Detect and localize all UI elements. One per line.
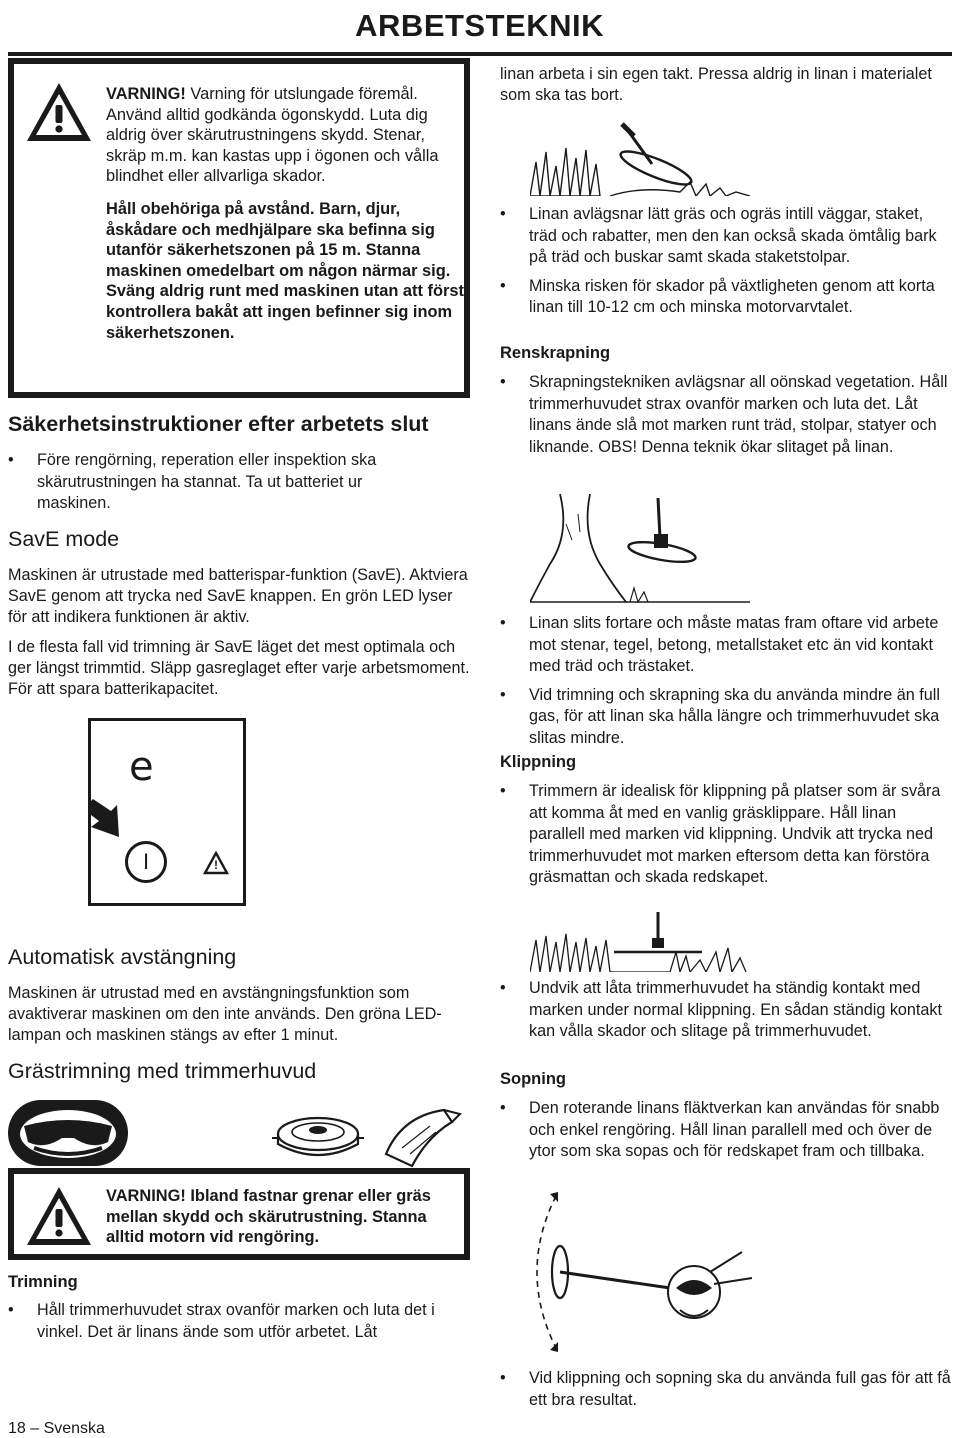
continued-text xyxy=(500,64,952,106)
small-warning-symbol: ! xyxy=(214,858,218,872)
sweeping-illustration xyxy=(520,1192,780,1352)
safety-after-list xyxy=(8,450,438,515)
warning-triangle-icon xyxy=(24,80,94,144)
save-mode-text xyxy=(8,565,473,700)
page-number: 18 – Svenska xyxy=(8,1420,105,1437)
contact-tips-list xyxy=(500,978,952,1043)
sopning-list xyxy=(500,1098,952,1163)
trimmer-guard-icon xyxy=(382,1106,464,1170)
renskrapning-list xyxy=(500,372,952,458)
warning-box-2 xyxy=(8,1168,470,1260)
continued-paragraph: linan arbeta i sin egen takt. Pressa aldrig in linan i materialet som ska tas bort. xyxy=(500,65,932,105)
trimming-illustration-1 xyxy=(530,122,780,196)
auto-off-p1: Maskinen är utrustad med en avstängningsfunktion som avaktiverar maskinen om den inte används. Den gröna LED-lampan och maskinen stängs av efter 1 minut. xyxy=(8,984,442,1045)
list-item: • Trimmern är idealisk för klippning på platser som är svåra att komma åt med en vanlig gräsklippare. Håll linan parallell med marken vid klippning. Undvik att trycka ned trimmerhuvudet mot marken eftersom detta kan förstöra gräsmattan och skada redskapet. xyxy=(500,781,952,889)
wear-tips-list xyxy=(500,613,952,749)
save-mode-heading: SavE mode xyxy=(8,527,120,551)
klippning-list xyxy=(500,781,952,889)
list-item: • Den roterande linans fläktverkan kan användas för snabb och enkel rengöring. Håll linan parallell med och över de ytor som ska sopas och för redskapet fram och tillbaka. xyxy=(500,1098,952,1163)
list-item: • Vid klippning och sopning ska du använda full gas för att få ett bra resultat. xyxy=(500,1368,952,1411)
trimning-list xyxy=(8,1300,468,1343)
list-item: • Skrapningstekniken avlägsnar all oönskad vegetation. Håll trimmerhuvudet strax ovanför marken och luta det. Låt linans ände slå mot marken runt träd, stolpar, statyer och liknande. OBS! Denna teknik ökar slitaget på linan. xyxy=(500,372,952,458)
grass-trim-heading: Grästrimning med trimmerhuvud xyxy=(8,1059,317,1083)
save-button-illustration xyxy=(88,718,246,906)
list-item: • Linan avlägsnar lätt gräs och ogräs intill väggar, staket, träd och rabatter, men den kan också skada ömtålig bark på träd och buskar samt skada staketstolpar. xyxy=(500,204,952,269)
trimning-heading: Trimning xyxy=(8,1273,78,1291)
safety-glasses-icon xyxy=(8,1100,128,1166)
warning-1-title: VARNING! xyxy=(106,85,186,103)
scraping-illustration xyxy=(530,494,750,606)
small-warning-icon xyxy=(203,851,229,875)
safety-after-heading: Säkerhetsinstruktioner efter arbetets slut xyxy=(8,412,429,436)
power-button-icon xyxy=(125,841,167,883)
list-item: • Håll trimmerhuvudet strax ovanför marken och luta det i vinkel. Det är linans ände som utför arbetet. Låt xyxy=(8,1300,468,1343)
save-mode-p2: I de flesta fall vid trimning är SavE läget det mest optimala och ger längst trimmtid. Släpp gasreglaget efter varje arbetsmoment. För att spara batterikapacitet. xyxy=(8,637,470,699)
power-symbol: I xyxy=(142,849,150,874)
list-item: • Linan slits fortare och måste matas fram oftare vid arbete mot stenar, tegel, betong, metallstaket etc än vid kontakt med träd och trästaket. xyxy=(500,613,952,678)
sopning-heading: Sopning xyxy=(500,1070,566,1088)
warning-1-p2: Håll obehöriga på avstånd. Barn, djur, åskådare och medhjälpare ska befinna sig utanför säkerhetszonen på 15 m. Stanna maskinen omedelbart om någon närmar sig. Sväng aldrig runt med maskinen utan att först kontrollera bakåt att ingen befinner sig inom säkerhetszonen. xyxy=(106,199,464,342)
warning-1-p1: Varning för utslungade föremål. Använd alltid godkända ögonskydd. Luta dig aldrig över skärutrustningens skydd. Stenar, skräp m.m. kan kastas upp i ögonen och vålla blindhet eller allvarliga skador. xyxy=(106,85,439,186)
save-e-symbol: e xyxy=(129,744,154,790)
list-item: • Undvik att låta trimmerhuvudet ha ständig kontakt med marken under normal klippning. En sådan ständig kontakt kan vålla skador och slitage på trimmerhuvudet. xyxy=(500,978,952,1043)
renskrapning-heading: Renskrapning xyxy=(500,344,611,362)
warning-2-text: VARNING! Ibland fastnar grenar eller gräs mellan skydd och skärutrustning. Stanna alltid motorn vid rengöring. xyxy=(106,1187,431,1247)
full-gas-list xyxy=(500,1368,952,1411)
klippning-heading: Klippning xyxy=(500,753,577,771)
trim-tips-list xyxy=(500,204,952,319)
auto-off-heading: Automatisk avstängning xyxy=(8,945,237,969)
list-item: • Minska risken för skador på växtligheten genom att korta linan till 10-12 cm och minska motorvarvtalet. xyxy=(500,276,952,319)
cutting-illustration xyxy=(530,912,770,972)
list-item: • Vid trimning och skrapning ska du använda mindre än full gas, för att linan ska hålla längre och trimmerhuvudet ska slitas mindre. xyxy=(500,685,952,750)
auto-off-text xyxy=(8,983,468,1047)
trimmer-head-icon xyxy=(272,1108,364,1166)
save-mode-p1: Maskinen är utrustade med batterispar-funktion (SavE). Aktviera SavE genom att trycka ned SavE knappen. En grön LED lyser för att indikera funktionen är aktiv. xyxy=(8,566,468,627)
page-title: ARBETSTEKNIK xyxy=(355,8,604,43)
list-item: • Före rengörning, reperation eller inspektion ska skärutrustningen ha stannat. Ta ut batteriet ur maskinen. xyxy=(8,450,438,515)
warning-1-text xyxy=(106,84,466,343)
warning-triangle-icon xyxy=(24,1184,94,1248)
warning-box-1 xyxy=(8,58,470,398)
header-rule xyxy=(8,52,952,56)
